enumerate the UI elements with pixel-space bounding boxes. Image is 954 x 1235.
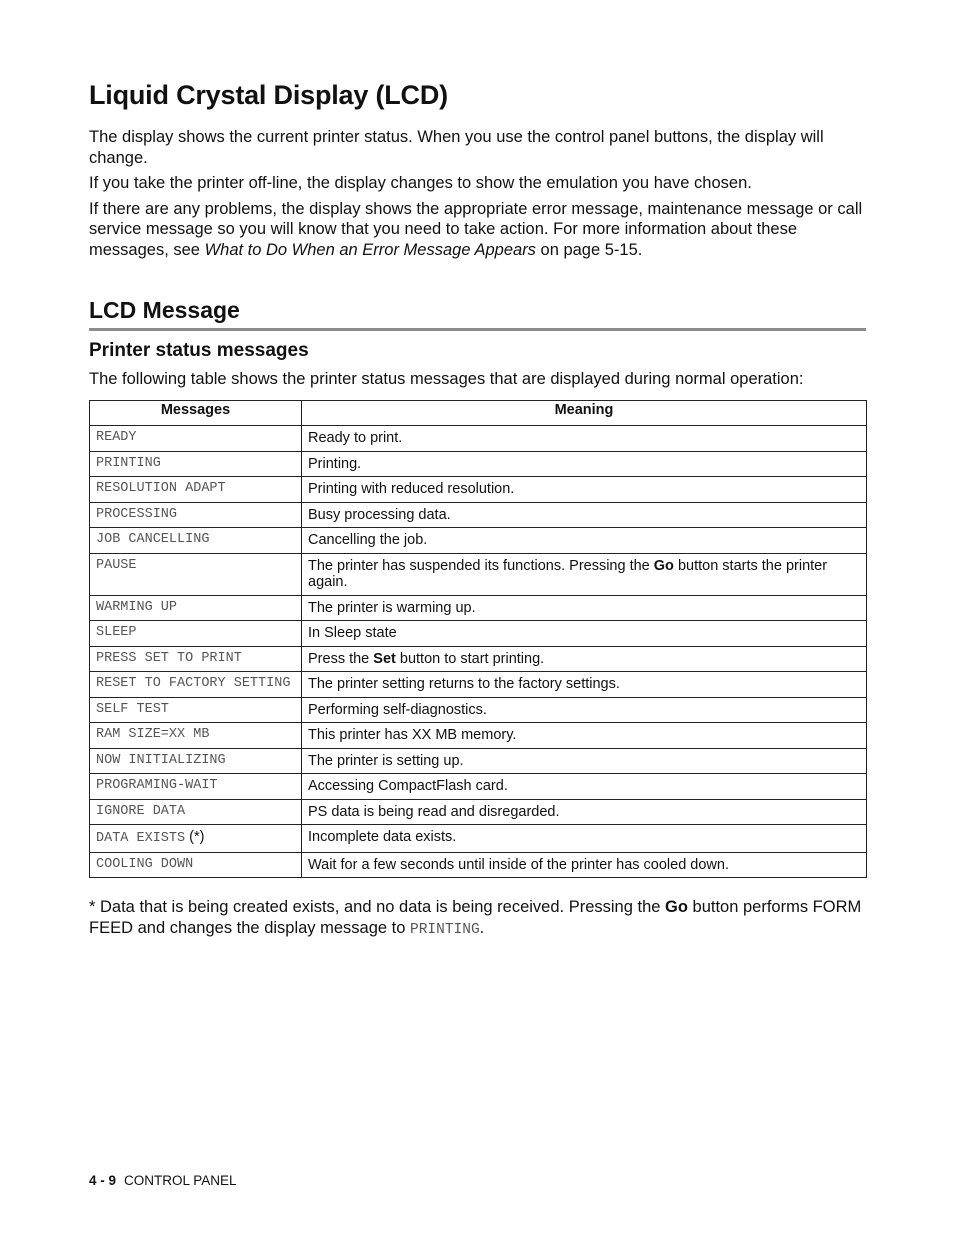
intro-paragraph-2: If you take the printer off-line, the display changes to show the emulation you have chosen. [89, 174, 752, 192]
message-cell: SLEEP [90, 621, 302, 647]
meaning-cell [302, 553, 867, 595]
table-row [90, 528, 867, 554]
intro-paragraph-3-page: on page 5-15. [535, 240, 643, 259]
footnote-text: * Data that is being created exists, and no data is being received. Pressing the [89, 898, 666, 916]
table-row [90, 799, 867, 825]
table-intro: The following table shows the printer status messages that are displayed during normal operation: [89, 370, 804, 388]
table-row [90, 748, 867, 774]
message-cell: PRESS SET TO PRINT [90, 646, 302, 672]
meaning-cell: The printer is warming up. [302, 595, 867, 621]
header-meaning: Meaning [302, 401, 867, 426]
table-row [90, 502, 867, 528]
go-button-name: Go [653, 557, 674, 574]
meaning-cell: Cancelling the job. [302, 528, 867, 554]
footnote-end: . [479, 918, 485, 937]
table-row [90, 595, 867, 621]
table-row [90, 774, 867, 800]
go-button-name: Go [665, 898, 688, 916]
meaning-text: button starts the printer again. [308, 557, 828, 590]
meaning-cell: The printer is setting up. [302, 748, 867, 774]
header-messages: Messages [90, 401, 302, 426]
intro-paragraph-3-text: If there are any problems, the display shows the appropriate error message, maintenance message or call service message so you will know that you need to take action. For more information about these messages, see [89, 199, 863, 259]
footnote-text: button performs FORM FEED and changes the display message to [89, 898, 862, 937]
table-row [90, 553, 867, 595]
meaning-cell: Performing self-diagnostics. [302, 697, 867, 723]
meaning-text: The printer has suspended its functions. Pressing the [308, 557, 654, 574]
message-text: DATA EXISTS [96, 831, 186, 846]
message-cell: READY [90, 426, 302, 452]
message-cell: RESET TO FACTORY SETTING [90, 672, 302, 698]
message-cell: JOB CANCELLING [90, 528, 302, 554]
table-row [90, 477, 867, 503]
message-cell: COOLING DOWN [90, 852, 302, 878]
message-cell: RESOLUTION ADAPT [90, 477, 302, 503]
footnote-marker: (*) [185, 829, 205, 845]
message-cell: IGNORE DATA [90, 799, 302, 825]
meaning-cell: Printing with reduced resolution. [302, 477, 867, 503]
table-row [90, 697, 867, 723]
meaning-cell: Incomplete data exists. [302, 825, 867, 853]
status-messages-table [89, 400, 867, 878]
meaning-cell: In Sleep state [302, 621, 867, 647]
footnote [89, 897, 866, 940]
message-cell: NOW INITIALIZING [90, 748, 302, 774]
meaning-text: Press the [308, 650, 374, 667]
message-cell: PRINTING [90, 451, 302, 477]
message-cell [90, 825, 302, 853]
meaning-cell: The printer setting returns to the factory settings. [302, 672, 867, 698]
meaning-cell: Printing. [302, 451, 867, 477]
meaning-cell: This printer has XX MB memory. [302, 723, 867, 749]
intro-paragraph-1: The display shows the current printer status. When you use the control panel buttons, the display will change. [89, 128, 824, 167]
page-number: 4 - 9 [89, 1173, 117, 1188]
meaning-cell: PS data is being read and disregarded. [302, 799, 867, 825]
section-title: LCD Message [89, 297, 866, 331]
table-row [90, 451, 867, 477]
meaning-cell: Busy processing data. [302, 502, 867, 528]
table-row [90, 672, 867, 698]
set-button-name: Set [373, 650, 396, 667]
intro-paragraph-3 [89, 199, 866, 261]
footer-section: CONTROL PANEL [124, 1173, 237, 1188]
meaning-cell: Wait for a few seconds until inside of the printer has cooled down. [302, 852, 867, 878]
meaning-text: button to start printing. [395, 650, 545, 667]
printing-message: PRINTING [410, 921, 480, 938]
page-footer [89, 1173, 237, 1188]
table-header-row [90, 401, 867, 426]
meaning-cell: Accessing CompactFlash card. [302, 774, 867, 800]
intro-text [89, 127, 866, 265]
table-row [90, 723, 867, 749]
message-cell: PROGRAMING-WAIT [90, 774, 302, 800]
meaning-cell [302, 646, 867, 672]
table-row [90, 852, 867, 878]
table-row [90, 646, 867, 672]
meaning-cell: Ready to print. [302, 426, 867, 452]
page-title: Liquid Crystal Display (LCD) [89, 80, 448, 110]
message-cell: PAUSE [90, 553, 302, 595]
message-cell: WARMING UP [90, 595, 302, 621]
subsection-title: Printer status messages [89, 340, 309, 361]
table-row [90, 426, 867, 452]
message-cell: RAM SIZE=XX MB [90, 723, 302, 749]
message-cell: PROCESSING [90, 502, 302, 528]
cross-reference-link: What to Do When an Error Message Appears [204, 240, 536, 259]
message-cell: SELF TEST [90, 697, 302, 723]
table-row [90, 825, 867, 853]
table-row [90, 621, 867, 647]
